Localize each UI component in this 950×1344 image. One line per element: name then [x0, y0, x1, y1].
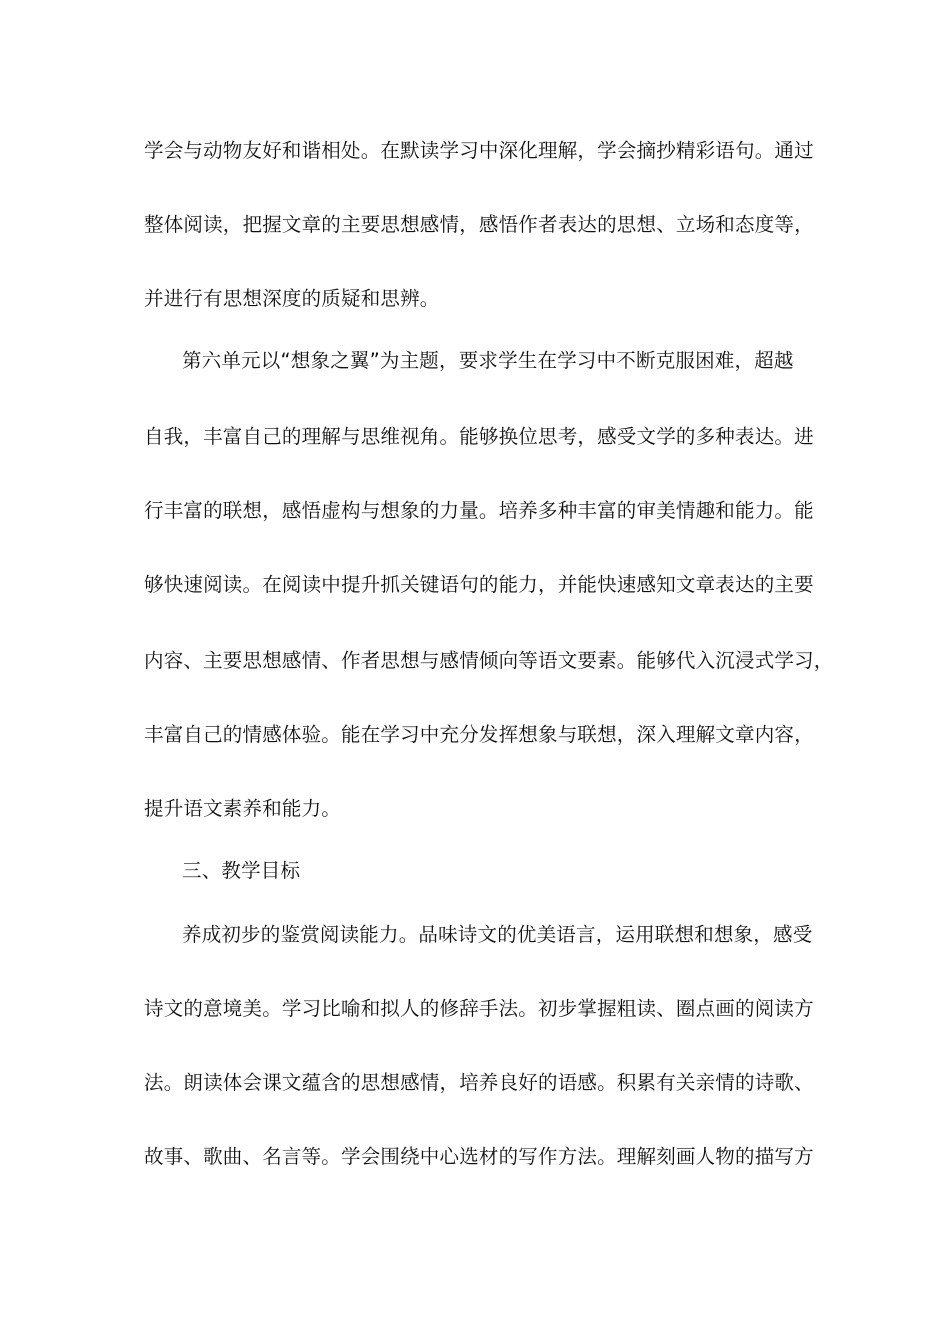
text-line: 自我，丰富自己的理解与思维视角。能够换位思考，感受文学的多种表达。进 — [144, 425, 814, 448]
text-line: 够快速阅读。在阅读中提升抓关键语句的能力，并能快速感知文章表达的主要 — [144, 573, 814, 596]
text-line: 法。朗读体会课文蕴含的思想感情，培养良好的语感。积累有关亲情的诗歌、 — [144, 1071, 814, 1094]
text-line: 行丰富的联想，感悟虚构与想象的力量。培养多种丰富的审美情趣和能力。能 — [144, 499, 814, 522]
text-line: 学会与动物友好和谐相处。在默读学习中深化理解，学会摘抄精彩语句。通过 — [144, 139, 814, 162]
text-line: 并进行有思想深度的质疑和思辨。 — [144, 287, 440, 310]
text-line: 故事、歌曲、名言等。学会围绕中心选材的写作方法。理解刻画人物的描写方 — [144, 1145, 814, 1168]
section-heading: 三、教学目标 — [182, 859, 301, 882]
paragraph-first-line: 养成初步的鉴赏阅读能力。品味诗文的优美语言，运用联想和想象，感受 — [182, 923, 813, 946]
text-line: 内容、主要思想感情、作者思想与感情倾向等语文要素。能够代入沉浸式学习， — [144, 649, 834, 672]
text-line: 丰富自己的情感体验。能在学习中充分发挥想象与联想，深入理解文章内容， — [144, 723, 814, 746]
text-line: 诗文的意境美。学习比喻和拟人的修辞手法。初步掌握粗读、圈点画的阅读方 — [144, 997, 814, 1020]
text-line: 提升语文素养和能力。 — [144, 797, 342, 820]
paragraph-first-line: 第六单元以“想象之翼”为主题，要求学生在学习中不断克服困难，超越 — [182, 349, 794, 372]
text-line: 整体阅读，把握文章的主要思想感情，感悟作者表达的思想、立场和态度等， — [144, 213, 814, 236]
